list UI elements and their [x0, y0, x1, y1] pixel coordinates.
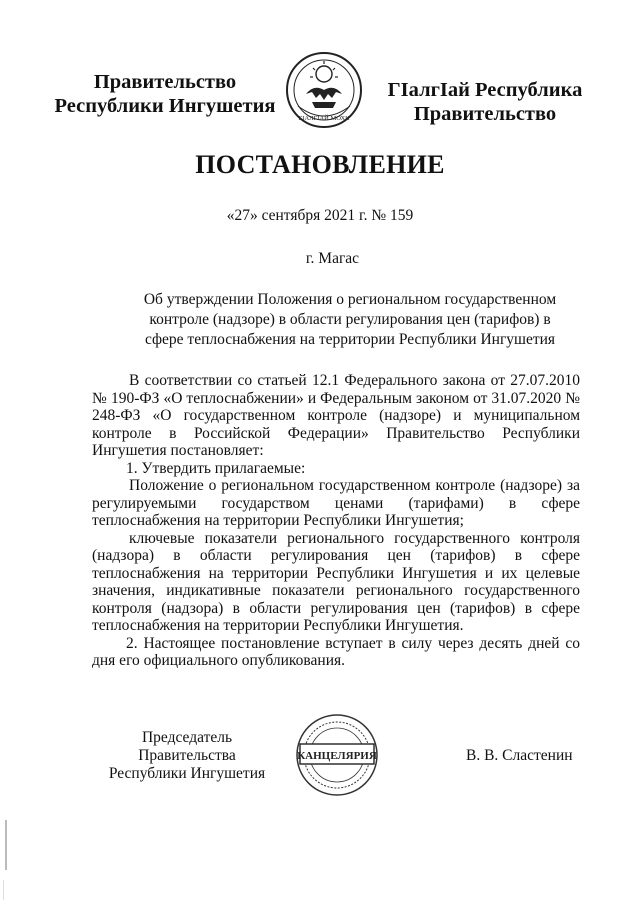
- signature-position-line2: Республики Ингушетия: [108, 765, 266, 782]
- header-left-line1: Правительство: [93, 71, 237, 93]
- document-title: ПОСТАНОВЛЕНИЕ: [195, 150, 445, 179]
- header-left: [40, 70, 290, 118]
- signature-position: [92, 729, 282, 783]
- paragraph-item-1: 1. Утвердить прилагаемые:: [126, 459, 306, 477]
- document-date: «27» сентября 2021 г. № 159: [226, 207, 414, 224]
- scan-edge-mark: [5, 820, 7, 870]
- header-right-line1: ГІалгІай Республика: [387, 79, 583, 101]
- stamp-text: КАНЦЕЛЯРИЯ: [297, 750, 377, 762]
- office-stamp: [282, 712, 392, 798]
- paragraph-regulation: Положение о региональном государственном контроле (надзоре) за регулируемыми государством ценами (тарифами) в сфере теплоснабжения на территории Республики Ингушетия;: [92, 477, 580, 529]
- paragraph-item-2: 2. Настоящее постановление вступает в силу через десять дней со дня его официального опубликования.: [92, 634, 580, 669]
- emblem-text: ГІАЛГІАЙ МОХК: [298, 115, 350, 122]
- header-left-line2: Республики Ингушетия: [54, 95, 276, 117]
- paragraph-preamble: В соответствии со статьей 12.1 Федерального закона от 27.07.2010 № 190-ФЗ «О теплоснабжении» и Федеральным законом от 31.07.2020 № 248-ФЗ «О государственном контроле (надзоре) и муниципальном контроле в Российской Федерации» Правительство Республики Ингушетия постановляет:: [92, 372, 580, 459]
- header-right: [380, 78, 590, 126]
- coat-of-arms-emblem: [284, 50, 364, 130]
- document-body: [92, 372, 580, 670]
- scan-edge-mark-2: [3, 880, 4, 900]
- document-city: г. Магас: [305, 250, 360, 267]
- paragraph-indicators: ключевые показатели регионального государственного контроля (надзора) в области регулирования цен (тарифов) в сфере теплоснабжения на территории Республики Ингушетия и их целевые значения, индикативные показатели регионального государственного контроля (надзора) в области регулирования цен (тарифов) в сфере теплоснабжения на территории Республики Ингушетия.: [92, 529, 580, 634]
- signature-position-line1: Председатель Правительства: [138, 729, 236, 764]
- signatory-name: В. В. Сластенин: [466, 747, 573, 764]
- document-subject: Об утверждении Положения о региональном государственном контроле (надзоре) в области регулирования цен (тарифов) в сфере теплоснабжения на территории Республики Ингушетия: [143, 291, 557, 348]
- header-right-line2: Правительство: [413, 103, 557, 125]
